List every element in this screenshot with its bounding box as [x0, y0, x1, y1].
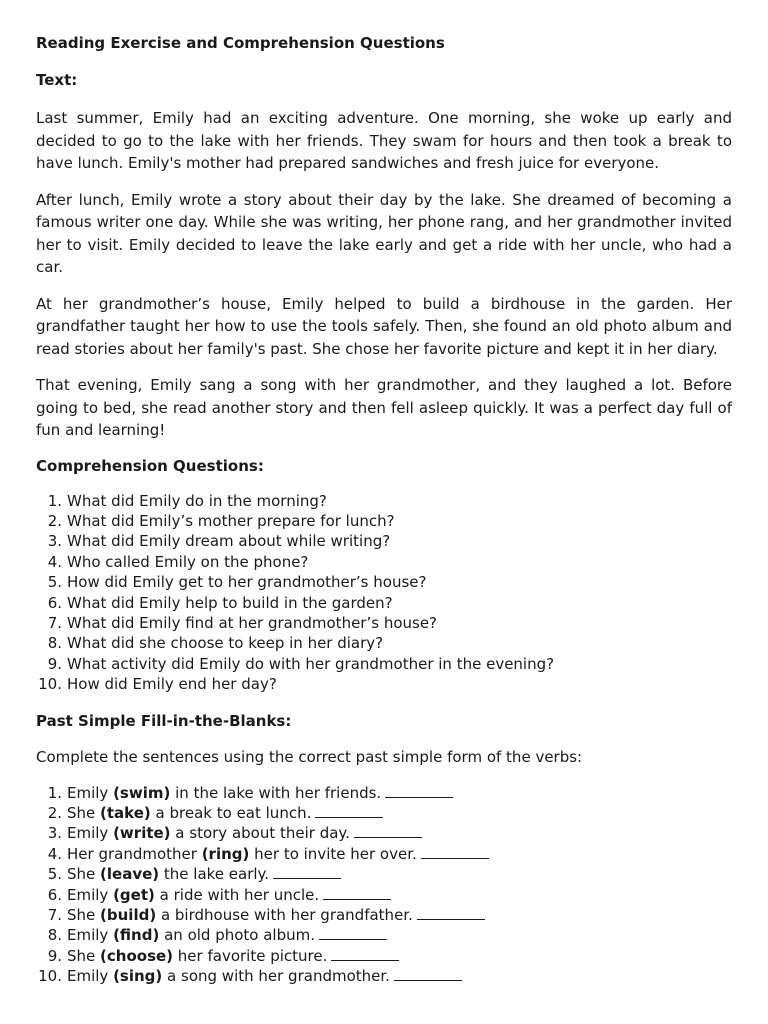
fill-in-item [36, 966, 732, 986]
sentence-start: Emily [67, 824, 114, 843]
item-number: 1. [47, 783, 62, 802]
verb-hint: (write) [113, 824, 171, 843]
question-item [36, 491, 732, 511]
verb-hint: (get) [113, 885, 155, 904]
text-label: Text: [36, 71, 78, 89]
question-number: 5. [47, 573, 62, 592]
question-number: 4. [47, 552, 62, 571]
fill-in-list [36, 783, 732, 987]
sentence-start: Emily [67, 967, 114, 986]
item-number: 3. [47, 824, 62, 843]
question-item [36, 674, 732, 694]
question-item [36, 633, 732, 653]
answer-blank [354, 823, 422, 838]
verb-hint: (leave) [100, 865, 160, 884]
sentence-end: a ride with her uncle. [154, 885, 320, 904]
paragraph-1: Last summer, Emily had an exciting adventure. One morning, she woke up early and decided to go to the lake with her friends. They swam for hours and then took a break to have lunch. Emily's mother had prepared sandwiches and fresh juice for everyone. [36, 109, 732, 172]
sentence-end: a birdhouse with her grandfather. [156, 906, 413, 924]
sentence-end: her favorite picture. [173, 946, 328, 965]
question-text: What did Emily do in the morning? [67, 491, 327, 510]
verb-hint: (ring) [201, 844, 250, 863]
item-number: 7. [47, 906, 62, 924]
sentence-start: She [67, 946, 101, 965]
comprehension-heading: Comprehension Questions: [36, 456, 264, 475]
answer-blank [385, 783, 453, 798]
question-item [36, 593, 732, 613]
sentence-end: her to invite her over. [249, 844, 417, 863]
comprehension-question-list [36, 491, 732, 695]
paragraph-3: At her grandmother’s house, Emily helped to build a birdhouse in the garden. Her grandfather taught her how to use the tools safely. Then, she found an old photo album and read stories about her family's past. She chose her favorite picture and kept it in her diary. [36, 294, 732, 358]
question-text: What did Emily’s mother prepare for lunch? [67, 511, 395, 530]
question-text: What did Emily find at her grandmother’s house? [67, 613, 438, 632]
fill-in-item [36, 844, 732, 864]
question-number: 7. [47, 613, 62, 632]
question-item [36, 531, 732, 551]
answer-blank [273, 864, 341, 879]
answer-blank [417, 905, 485, 920]
item-number: 6. [47, 885, 62, 904]
question-item [36, 552, 732, 572]
question-text: What did Emily help to build in the garden? [67, 593, 393, 612]
question-item [36, 613, 732, 633]
answer-blank [331, 946, 399, 961]
item-number: 9. [47, 946, 62, 965]
fill-in-item [36, 925, 732, 945]
question-number: 9. [47, 654, 62, 673]
sentence-start: She [67, 803, 101, 822]
document-title: Reading Exercise and Comprehension Questions [36, 34, 445, 52]
item-number: 4. [47, 844, 62, 863]
item-number: 2. [47, 803, 62, 822]
question-text: What did she choose to keep in her diary? [67, 634, 384, 653]
item-number: 5. [47, 865, 62, 884]
fill-in-item [36, 885, 732, 905]
question-number: 6. [47, 593, 62, 612]
answer-blank [319, 925, 387, 940]
verb-hint: (find) [113, 926, 160, 945]
verb-hint: (swim) [113, 783, 171, 802]
sentence-start: She [67, 906, 101, 924]
fill-in-item [36, 946, 732, 966]
answer-blank [421, 844, 489, 859]
answer-blank [323, 885, 391, 900]
sentence-end: a story about their day. [170, 824, 350, 843]
sentence-end: a break to eat lunch. [150, 803, 312, 822]
sentence-end: in the lake with her friends. [170, 783, 382, 802]
question-text: What activity did Emily do with her grandmother in the evening? [67, 654, 555, 673]
answer-blank [394, 966, 462, 981]
sentence-end: an old photo album. [159, 926, 315, 945]
verb-hint: (choose) [100, 946, 174, 965]
question-text: Who called Emily on the phone? [67, 552, 309, 571]
item-number: 8. [47, 926, 62, 945]
question-number: 2. [47, 511, 62, 530]
question-item [36, 572, 732, 592]
fill-in-heading: Past Simple Fill-in-the-Blanks: [36, 711, 292, 730]
fill-in-item [36, 905, 732, 925]
sentence-end: the lake early. [159, 865, 270, 884]
question-number: 3. [47, 532, 62, 551]
sentence-start: Emily [67, 783, 114, 802]
question-item [36, 511, 732, 531]
verb-hint: (take) [100, 803, 151, 822]
question-number: 1. [47, 491, 62, 510]
fill-in-item [36, 864, 732, 884]
verb-hint: (sing) [113, 967, 163, 986]
sentence-start: Emily [67, 885, 114, 904]
fill-in-item [36, 803, 732, 823]
sentence-start: Her grandmother [67, 844, 202, 863]
question-number: 8. [47, 634, 62, 653]
question-text: What did Emily dream about while writing? [67, 532, 391, 551]
question-text: How did Emily get to her grandmother’s house? [67, 573, 427, 592]
paragraph-4: That evening, Emily sang a song with her grandmother, and they laughed a lot. Before going to bed, she read another story and then fell asleep quickly. It was a perfect day full of fun and learning! [36, 376, 732, 439]
verb-hint: (build) [100, 906, 157, 924]
sentence-end: a song with her grandmother. [162, 967, 390, 986]
fill-in-item [36, 823, 732, 843]
answer-blank [315, 803, 383, 818]
question-text: How did Emily end her day? [67, 675, 277, 694]
fill-in-instructions: Complete the sentences using the correct past simple form of the verbs: [36, 747, 583, 766]
paragraph-2: After lunch, Emily wrote a story about their day by the lake. She dreamed of becoming a famous writer one day. While she was writing, her phone rang, and her grandmother invited her to visit. Emily decided to leave the lake early and get a ride with her uncle, who had a car. [36, 190, 732, 276]
sentence-start: She [67, 865, 101, 884]
question-number: 10. [38, 675, 62, 694]
item-number: 10. [38, 967, 62, 986]
fill-in-item [36, 783, 732, 803]
sentence-start: Emily [67, 926, 114, 945]
question-item [36, 654, 732, 674]
